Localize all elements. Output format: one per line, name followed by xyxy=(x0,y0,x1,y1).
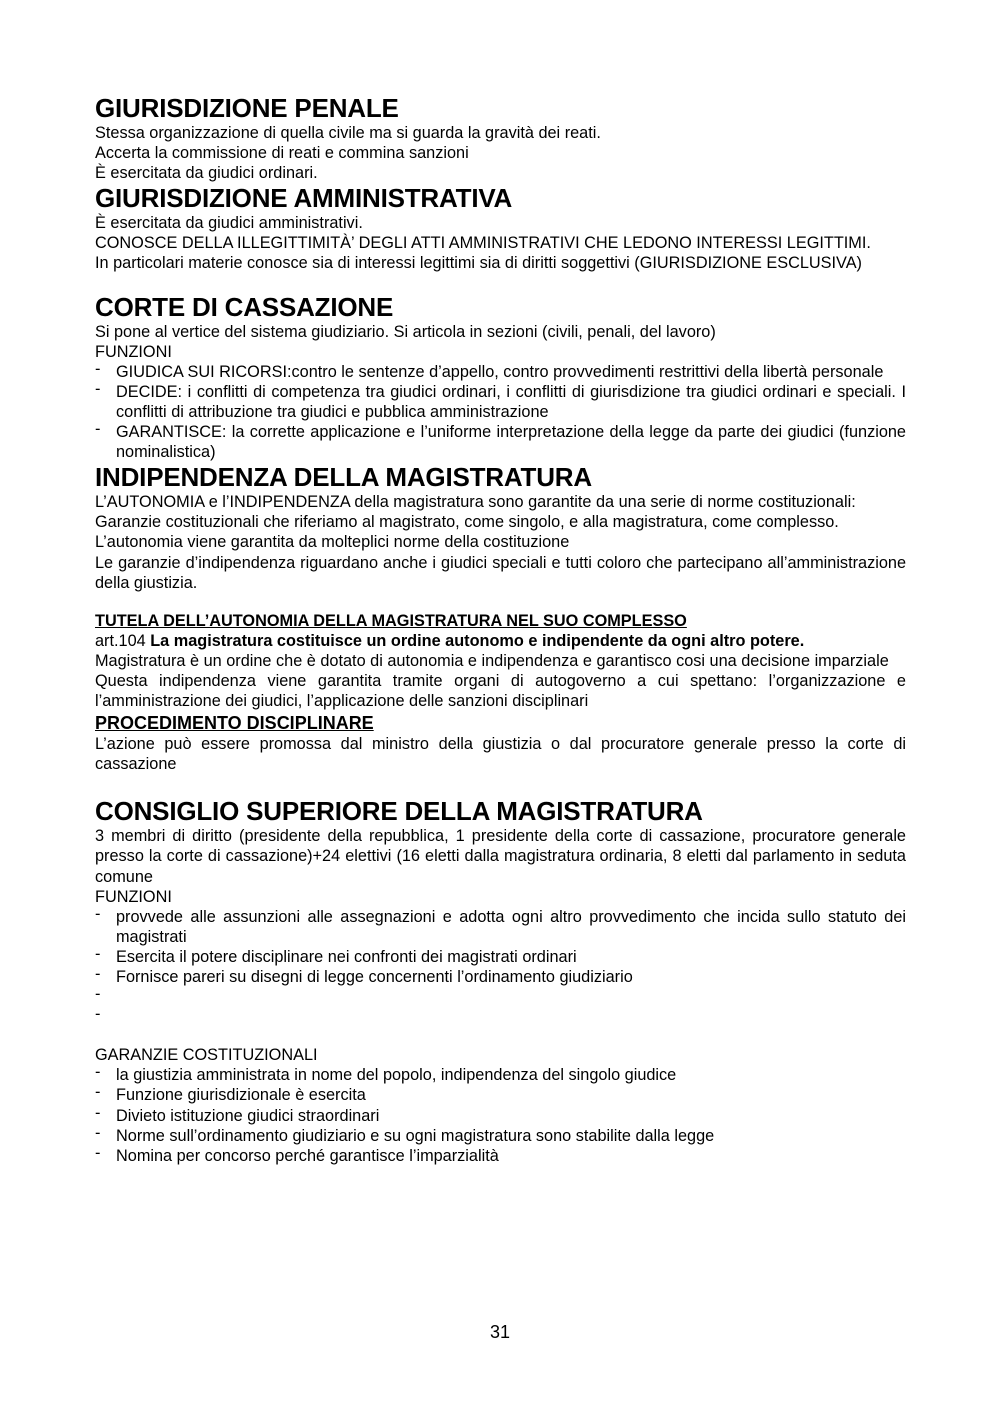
garanzie-list xyxy=(95,1065,906,1165)
list-marker: - xyxy=(95,359,101,378)
list-item: - Norme sull’ordinamento giudiziario e su ogni magistratura sono stabilite dalla legge xyxy=(95,1123,715,1145)
list-item: - GIUDICA SUI RICORSI:contro le sentenze d’appello, contro provvedimenti restrittivi della libertà personale xyxy=(95,359,884,381)
list-marker: - xyxy=(95,965,101,983)
csm-intro: 3 membri di diritto (presidente della repubblica, 1 presidente della corte di cassazione, procuratore generale presso la corte di cassazione)+24 elettivi (16 eletti dalla magistratura ordinaria, 8 eletti dal parlamento in seduta comune xyxy=(95,827,906,886)
amministrativa-line: CONOSCE DELLA ILLEGITTIMITÀ’ DEGLI ATTI AMMINISTRATIVI CHE LEDONO INTERESSI LEGITTIMI. xyxy=(95,234,871,253)
list-marker: - xyxy=(95,1083,101,1102)
list-marker: - xyxy=(95,985,101,1004)
list-marker: - xyxy=(95,1005,101,1024)
heading-indipendenza-magistratura: INDIPENDENZA DELLA MAGISTRATURA xyxy=(95,462,592,493)
indipendenza-line: L’AUTONOMIA e l’INDIPENDENZA della magistratura sono garantite da una serie di norme costituzionali: xyxy=(95,493,856,512)
document-page xyxy=(95,93,906,1166)
indipendenza-line: L’autonomia viene garantita da molteplici norme della costituzione xyxy=(95,533,570,552)
penale-line: È esercitata da giudici ordinari. xyxy=(95,164,318,183)
list-item: - Esercita il potere disciplinare nei confronti dei magistrati ordinari xyxy=(95,944,577,966)
list-marker: - xyxy=(95,379,101,398)
art-104-text: La magistratura costituisce un ordine autonomo e indipendente da ogni altro potere. xyxy=(150,631,805,650)
list-item: - Divieto istituzione giudici straordinari xyxy=(95,1103,380,1125)
list-item: - Fornisce pareri su disegni di legge concernenti l’ordinamento giudiziario xyxy=(95,965,633,986)
list-item xyxy=(95,987,906,1007)
tutela-line: Magistratura è un ordine che è dotato di autonomia e indipendenza e garantisco cosi una decisione imparziale xyxy=(95,651,889,670)
list-item xyxy=(95,1007,906,1027)
list-item: - Nomina per concorso perché garantisce l’imparzialità xyxy=(95,1143,499,1165)
indipendenza-line: Le garanzie d’indipendenza riguardano anche i giudici speciali e tutti coloro che partecipano all’amministrazione della giustizia. xyxy=(95,553,906,592)
tutela-line: Questa indipendenza viene garantita tramite organi di autogoverno a cui spettano: l’organizzazione e l’amministrazione dei giudici, l’applicazione delle sanzioni disciplinari xyxy=(95,671,906,711)
penale-line: Accerta la commissione di reati e commina sanzioni xyxy=(95,144,469,163)
art-104-line: art.104 La magistratura costituisce un ordine autonomo e indipendente da ogni altro potere. xyxy=(95,631,805,650)
procedimento-disciplinare-subheading: PROCEDIMENTO DISCIPLINARE xyxy=(95,713,374,734)
penale-line: Stessa organizzazione di quella civile ma si guarda la gravità dei reati. xyxy=(95,124,601,142)
list-marker: - xyxy=(95,1103,101,1122)
cassazione-intro: Si pone al vertice del sistema giudiziario. Si articola in sezioni (civili, penali, del lavoro) xyxy=(95,322,716,341)
cassazione-funzioni-list xyxy=(95,359,906,462)
amministrativa-line: È esercitata da giudici amministrativi. xyxy=(95,214,363,233)
list-marker: - xyxy=(95,944,101,963)
heading-giurisdizione-amministrativa: GIURISDIZIONE AMMINISTRATIVA xyxy=(95,183,513,214)
csm-funzioni-label: FUNZIONI xyxy=(95,887,172,906)
cassazione-funzioni-label: FUNZIONI xyxy=(95,342,172,361)
heading-consiglio-superiore: CONSIGLIO SUPERIORE DELLA MAGISTRATURA xyxy=(95,796,703,827)
list-marker: - xyxy=(95,1143,101,1162)
list-marker: - xyxy=(95,420,101,439)
tutela-autonomia-subheading: TUTELA DELL’AUTONOMIA DELLA MAGISTRATURA NEL SUO COMPLESSO xyxy=(95,611,687,630)
list-marker: - xyxy=(95,1063,101,1082)
heading-giurisdizione-penale: GIURISDIZIONE PENALE xyxy=(95,93,399,123)
garanzie-label: GARANZIE COSTITUZIONALI xyxy=(95,1046,318,1065)
csm-funzioni-list xyxy=(95,904,906,1028)
amministrativa-line: In particolari materie conosce sia di interessi legittimi sia di diritti soggettivi (GIURISDIZIONE ESCLUSIVA) xyxy=(95,254,862,273)
indipendenza-line: Garanzie costituzionali che riferiamo al magistrato, come singolo, e alla magistratura, come complesso. xyxy=(95,513,839,532)
list-marker: - xyxy=(95,1123,101,1142)
list-item: - DECIDE: i conflitti di competenza tra giudici ordinari, i conflitti di giurisdizione tra giudici ordinari e speciali. I conflitti di attribuzione tra giudici e pubblica amministrazione xyxy=(95,379,906,421)
page-number: 31 xyxy=(489,1322,511,1342)
heading-corte-di-cassazione: CORTE DI CASSAZIONE xyxy=(95,291,394,322)
procedimento-text: L’azione può essere promossa dal ministro della giustizia o dal procuratore generale presso la corte di cassazione xyxy=(95,735,906,774)
list-item: - la giustizia amministrata in nome del popolo, indipendenza del singolo giudice xyxy=(95,1063,677,1085)
list-item: - GARANTISCE: la corrette applicazione e l’uniforme interpretazione della legge da parte dei giudici (funzione nominalistica) xyxy=(95,420,906,462)
list-item: - Funzione giurisdizionale è esercita xyxy=(95,1083,366,1105)
list-item: - provvede alle assunzioni alle assegnazioni e adotta ogni altro provvedimento che incida sullo statuto dei magistrati xyxy=(95,904,906,946)
list-marker: - xyxy=(95,904,101,923)
